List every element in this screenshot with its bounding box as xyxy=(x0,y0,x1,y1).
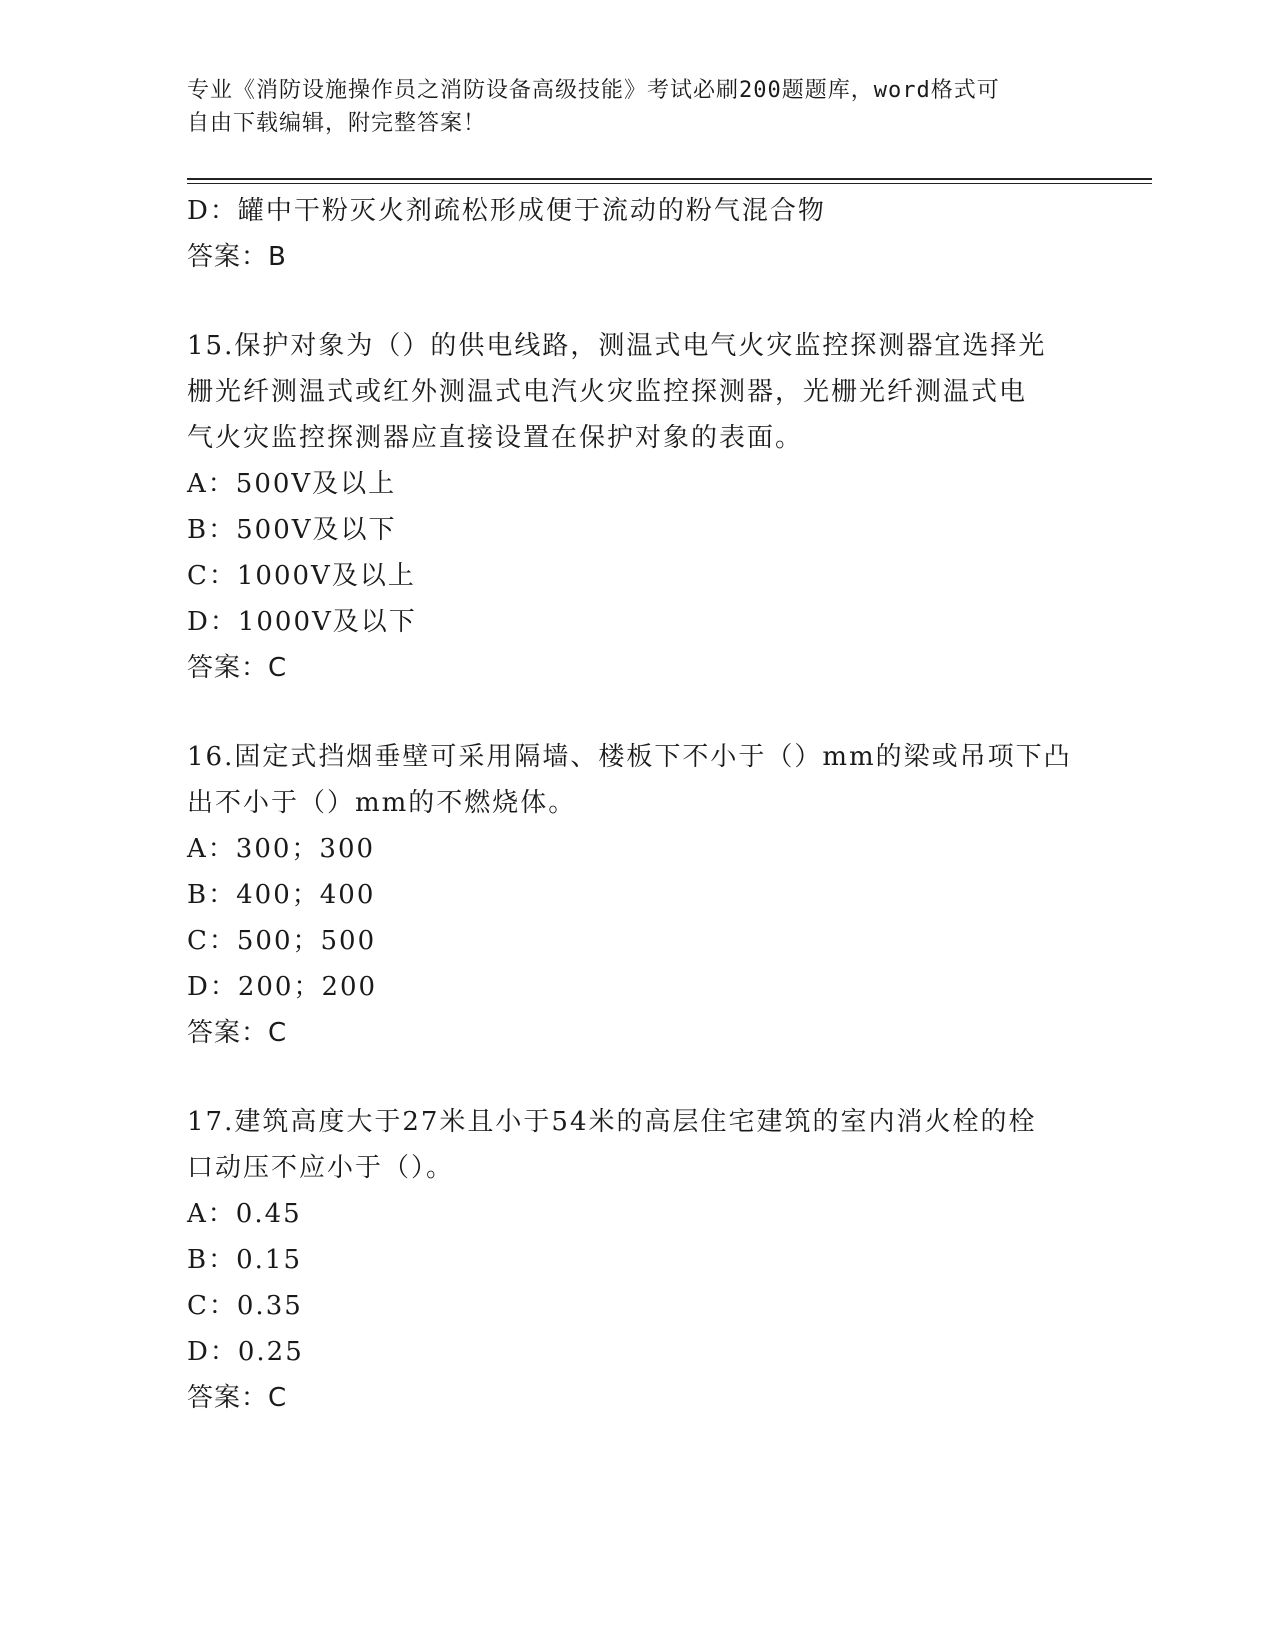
question-stem-line: 15.保护对象为（）的供电线路，测温式电气火灾监控探测器宜选择光 xyxy=(187,331,1047,361)
document-body xyxy=(187,188,1087,1421)
question-stem-line: 栅光纤测温式或红外测温式电汽火灾监控探测器，光栅光纤测温式电 xyxy=(187,377,1028,407)
option-a: A：500V及以上 xyxy=(187,469,397,499)
option-b: B：500V及以下 xyxy=(187,515,397,545)
carryover-answer: 答案：B xyxy=(187,242,287,272)
option-a: A：0.45 xyxy=(187,1199,302,1229)
carryover-option-d: D：罐中干粉灭火剂疏松形成便于流动的粉气混合物 xyxy=(187,196,826,226)
option-d: D：200；200 xyxy=(187,972,378,1002)
option-c: C：500；500 xyxy=(187,926,377,956)
question-stem-line: 气火灾监控探测器应直接设置在保护对象的表面。 xyxy=(187,423,804,453)
question-stem-line: 16.固定式挡烟垂壁可采用隔墙、楼板下不小于（）mm的梁或吊项下凸 xyxy=(187,742,1072,772)
question-15 xyxy=(187,323,1087,691)
option-b: B：400；400 xyxy=(187,880,376,910)
document-header xyxy=(187,74,1067,140)
question-17 xyxy=(187,1099,1087,1421)
header-divider-thin xyxy=(187,183,1152,184)
question-stem-line: 出不小于（）mm的不燃烧体。 xyxy=(187,788,577,818)
option-a: A：300；300 xyxy=(187,834,376,864)
header-divider-thick xyxy=(187,178,1152,180)
spacer xyxy=(187,1056,1087,1099)
option-b: B：0.15 xyxy=(187,1245,302,1275)
option-c: C：0.35 xyxy=(187,1291,303,1321)
spacer xyxy=(187,691,1087,734)
question-stem-line: 口动压不应小于（）。 xyxy=(187,1153,455,1183)
option-c: C：1000V及以上 xyxy=(187,561,416,591)
header-line-1: 专业《消防设施操作员之消防设备高级技能》考试必刷200题题库，word格式可 xyxy=(187,78,1000,103)
answer: 答案：C xyxy=(187,1018,288,1048)
answer: 答案：C xyxy=(187,653,288,683)
answer: 答案：C xyxy=(187,1383,288,1413)
question-stem-line: 17.建筑高度大于27米且小于54米的高层住宅建筑的室内消火栓的栓 xyxy=(187,1107,1037,1137)
question-16 xyxy=(187,734,1087,1056)
spacer xyxy=(187,280,1087,323)
option-d: D：0.25 xyxy=(187,1337,304,1367)
option-d: D：1000V及以下 xyxy=(187,607,417,637)
header-line-2: 自由下载编辑，附完整答案！ xyxy=(187,111,487,136)
